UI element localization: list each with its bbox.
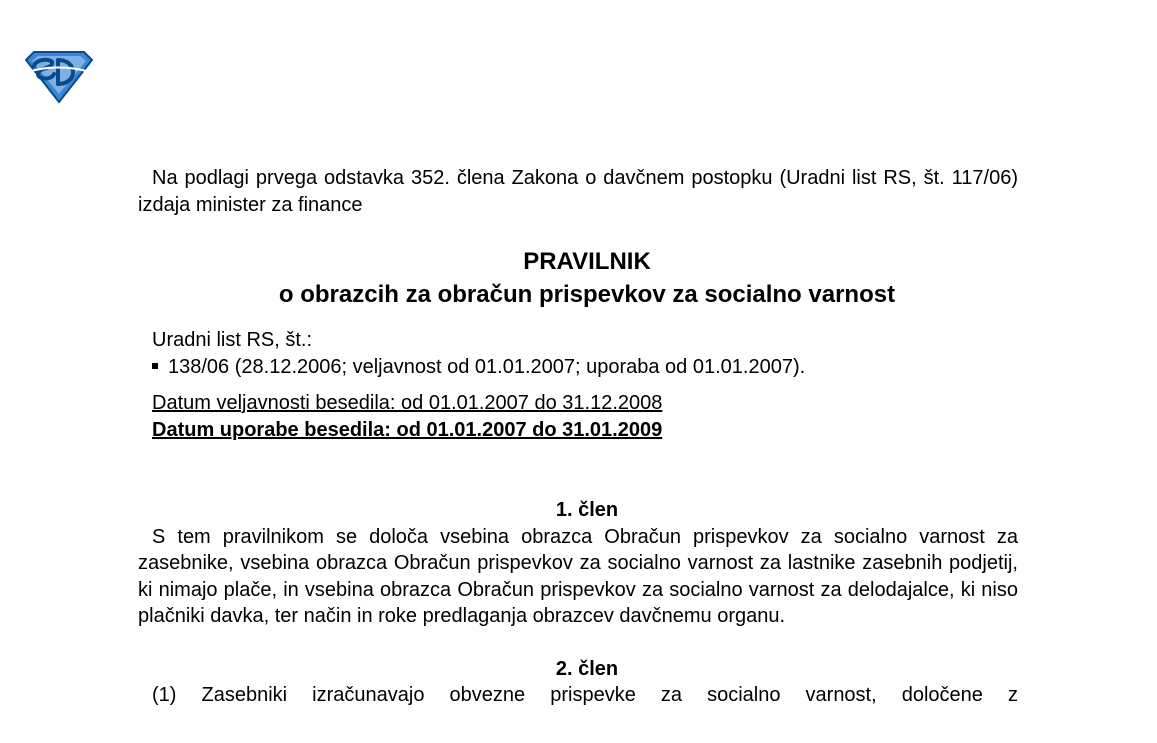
gazette-item-text: 138/06 (28.12.2006; veljavnost od 01.01.2007; uporaba od 01.01.2007). <box>168 355 806 378</box>
document-subtitle: o obrazcih za obračun prispevkov za socialno varnost <box>278 281 896 308</box>
gazette-item <box>152 354 1018 381</box>
title-block <box>156 245 1018 311</box>
square-bullet-icon <box>152 363 158 369</box>
article-1-heading: 1. člen <box>555 499 619 521</box>
gazette-label: Uradni list RS, št.: <box>152 329 313 351</box>
validity-dates <box>138 390 1018 443</box>
sd-logo <box>22 50 96 104</box>
validity-date: Datum veljavnosti besedila: od 01.01.2007 do 31.12.2008 <box>152 392 663 414</box>
article-2-heading: 2. člen <box>555 657 619 680</box>
gazette-reference <box>138 327 1018 380</box>
document-body <box>138 165 1018 709</box>
use-date: Datum uporabe besedila: od 01.01.2007 do 31.01.2009 <box>152 418 663 441</box>
intro-paragraph: Na podlagi prvega odstavka 352. člena Zakona o davčnem postopku (Uradni list RS, št. 117/06) izdaja minister za finance <box>138 167 1018 216</box>
document-title: PRAVILNIK <box>523 248 651 275</box>
article-1-text: S tem pravilnikom se določa vsebina obrazca Obračun prispevkov za socialno varnost za zasebnike, vsebina obrazca Obračun prispevkov za socialno varnost za lastnike zasebnih podjetij, ki nimajo plače, in vsebina obrazca Obračun prispevkov za socialno varnost za delodajalce, ki niso plačniki davka, ter način in roke predlaganja obrazcev davčnemu organu. <box>138 525 1018 627</box>
article-2-text: (1) Zasebniki izračunavajo obvezne prispevke za socialno varnost, določene z <box>152 684 1018 706</box>
sd-shield-logo-icon <box>22 50 96 104</box>
